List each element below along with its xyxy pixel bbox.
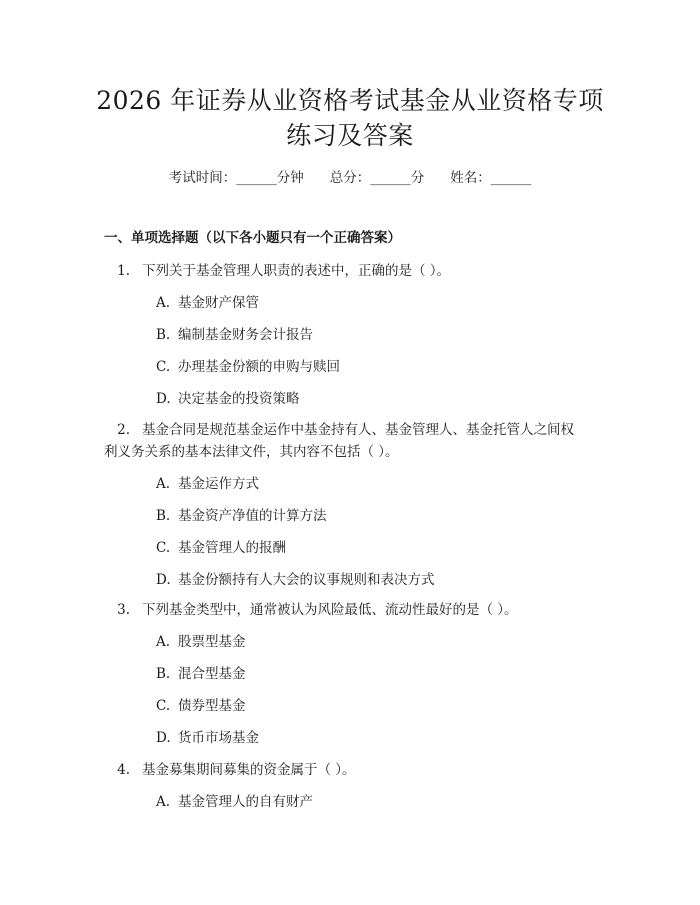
question-stem: 下列关于基金管理人职责的表述中，正确的是（ ）。 [142, 263, 451, 279]
question-2-continuation [104, 441, 604, 463]
option-letter: B. [156, 327, 171, 343]
option-c [156, 538, 286, 558]
option-letter: A. [156, 295, 171, 311]
option-d [156, 389, 300, 409]
option-letter: A. [156, 476, 171, 492]
option-letter: D. [156, 730, 171, 746]
question-number: 1. [117, 263, 130, 279]
option-c [156, 357, 340, 377]
option-letter: B. [156, 666, 171, 682]
question-1 [104, 260, 604, 282]
option-b [156, 664, 246, 684]
option-letter: C. [156, 698, 171, 714]
option-text: 混合型基金 [178, 666, 246, 682]
question-stem-line-1: 基金合同是规范基金运作中基金持有人、基金管理人、基金托管人之间权 [142, 422, 574, 438]
question-stem: 基金募集期间募集的资金属于（ ）。 [142, 762, 356, 778]
option-text: 基金运作方式 [178, 476, 259, 492]
question-2 [104, 419, 604, 441]
question-4 [104, 759, 604, 781]
exam-name-field: 姓名：______ [450, 170, 532, 186]
question-number: 4. [117, 762, 130, 778]
option-b [156, 506, 327, 526]
option-d [156, 570, 435, 590]
option-text: 股票型基金 [178, 634, 246, 650]
option-text: 基金财产保管 [178, 295, 259, 311]
option-b [156, 325, 313, 345]
section-heading: 一、单项选择题（以下各小题只有一个正确答案） [104, 230, 401, 246]
option-text: 基金份额持有人大会的议事规则和表决方式 [178, 572, 435, 588]
exam-info-line [0, 168, 700, 188]
option-a [156, 293, 259, 313]
question-number: 2. [117, 422, 130, 438]
option-letter: D. [156, 391, 171, 407]
option-a [156, 792, 313, 812]
question-stem: 下列基金类型中，通常被认为风险最低、流动性最好的是（ ）。 [142, 602, 518, 618]
exam-time-field: 考试时间：______分钟 [168, 170, 304, 186]
question-stem-line-2: 利义务关系的基本法律文件，其内容不包括（ ）。 [104, 444, 399, 460]
option-c [156, 696, 246, 716]
option-text: 基金管理人的报酬 [178, 540, 286, 556]
option-d [156, 728, 259, 748]
option-text: 办理基金份额的申购与赎回 [178, 359, 340, 375]
question-3 [104, 599, 604, 621]
option-letter: C. [156, 359, 171, 375]
option-letter: A. [156, 794, 171, 810]
document-title-line-2: 练习及答案 [286, 121, 414, 150]
option-text: 编制基金财务会计报告 [178, 327, 313, 343]
option-letter: A. [156, 634, 171, 650]
option-a [156, 474, 259, 494]
option-text: 决定基金的投资策略 [178, 391, 300, 407]
document-title-line-1: 2026 年证券从业资格考试基金从业资格专项 [96, 86, 604, 115]
option-text: 债券型基金 [178, 698, 246, 714]
option-letter: B. [156, 508, 171, 524]
option-text: 基金资产净值的计算方法 [178, 508, 327, 524]
option-a [156, 632, 246, 652]
option-letter: D. [156, 572, 171, 588]
option-text: 基金管理人的自有财产 [178, 794, 313, 810]
exam-score-field: 总分：______分 [329, 170, 425, 186]
question-number: 3. [117, 602, 130, 618]
option-letter: C. [156, 540, 171, 556]
option-text: 货币市场基金 [178, 730, 259, 746]
